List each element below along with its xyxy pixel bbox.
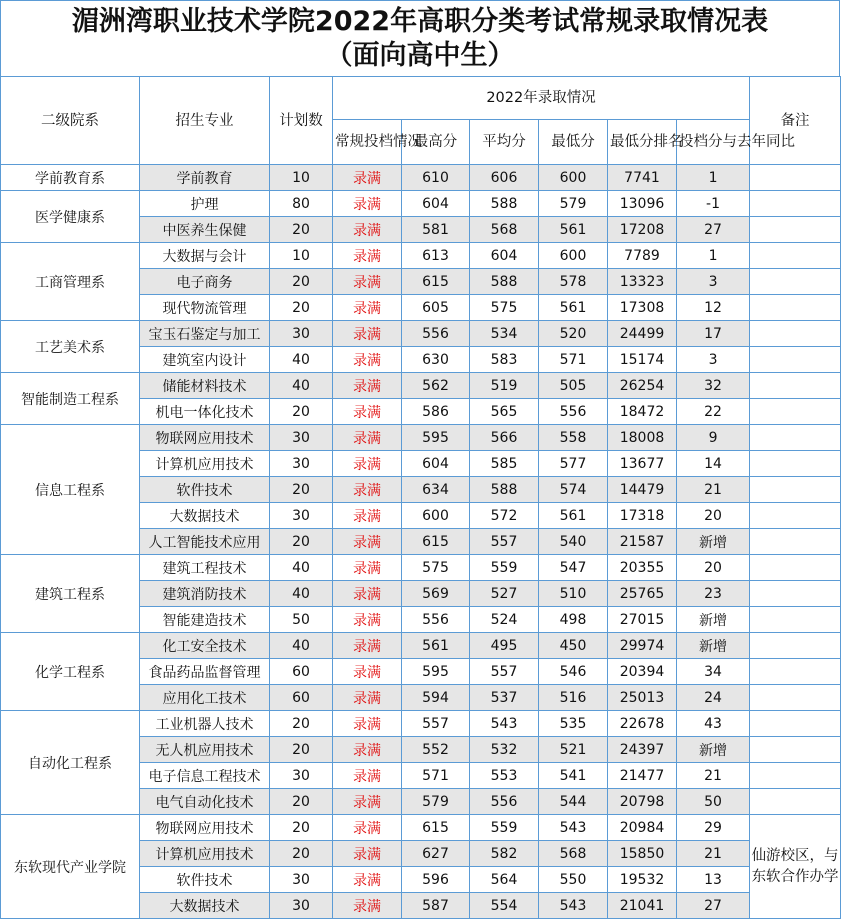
status-cell: 录满 <box>333 503 402 529</box>
note-cell <box>750 451 841 477</box>
header-group: 2022年录取情况 <box>333 77 750 120</box>
avg-cell: 564 <box>470 867 539 893</box>
max-cell: 627 <box>402 841 470 867</box>
plan-cell: 10 <box>270 165 333 191</box>
avg-cell: 543 <box>470 711 539 737</box>
title-line-1: 湄洲湾职业技术学院2022年高职分类考试常规录取情况表 <box>71 6 769 37</box>
avg-cell: 519 <box>470 373 539 399</box>
plan-cell: 20 <box>270 269 333 295</box>
yoy-cell: 12 <box>677 295 750 321</box>
status-cell: 录满 <box>333 217 402 243</box>
dept-cell: 工商管理系 <box>1 243 140 321</box>
min-cell: 510 <box>539 581 608 607</box>
yoy-cell: 20 <box>677 503 750 529</box>
min-cell: 543 <box>539 893 608 919</box>
status-cell: 录满 <box>333 347 402 373</box>
min-cell: 579 <box>539 191 608 217</box>
table-row <box>1 555 841 581</box>
status-cell: 录满 <box>333 451 402 477</box>
min-cell: 577 <box>539 451 608 477</box>
min-cell: 540 <box>539 529 608 555</box>
dept-cell: 学前教育系 <box>1 165 140 191</box>
status-cell: 录满 <box>333 711 402 737</box>
min-cell: 543 <box>539 815 608 841</box>
min-cell: 516 <box>539 685 608 711</box>
header-yoy: 投档分与去年同比 <box>677 120 750 165</box>
status-cell: 录满 <box>333 477 402 503</box>
yoy-cell: 1 <box>677 243 750 269</box>
yoy-cell: 21 <box>677 477 750 503</box>
table-row <box>1 711 841 737</box>
note-cell <box>750 399 841 425</box>
rank-cell: 20984 <box>608 815 677 841</box>
max-cell: 556 <box>402 321 470 347</box>
major-cell: 应用化工技术 <box>140 685 270 711</box>
dept-cell: 自动化工程系 <box>1 711 140 815</box>
status-cell: 录满 <box>333 555 402 581</box>
status-cell: 录满 <box>333 373 402 399</box>
yoy-cell: 13 <box>677 867 750 893</box>
plan-cell: 20 <box>270 477 333 503</box>
max-cell: 595 <box>402 425 470 451</box>
major-cell: 软件技术 <box>140 477 270 503</box>
rank-cell: 18008 <box>608 425 677 451</box>
min-cell: 521 <box>539 737 608 763</box>
status-cell: 录满 <box>333 841 402 867</box>
status-cell: 录满 <box>333 659 402 685</box>
yoy-cell: 29 <box>677 815 750 841</box>
note-cell <box>750 217 841 243</box>
rank-cell: 25013 <box>608 685 677 711</box>
table-row <box>1 165 841 191</box>
header-dept: 二级院系 <box>1 77 140 165</box>
status-cell: 录满 <box>333 893 402 919</box>
major-cell: 食品药品监督管理 <box>140 659 270 685</box>
max-cell: 586 <box>402 399 470 425</box>
rank-cell: 20355 <box>608 555 677 581</box>
document-title <box>0 0 840 76</box>
avg-cell: 556 <box>470 789 539 815</box>
yoy-cell: 新增 <box>677 633 750 659</box>
status-cell: 录满 <box>333 425 402 451</box>
rank-cell: 15174 <box>608 347 677 373</box>
plan-cell: 40 <box>270 373 333 399</box>
max-cell: 557 <box>402 711 470 737</box>
rank-cell: 27015 <box>608 607 677 633</box>
yoy-cell: 3 <box>677 269 750 295</box>
rank-cell: 13677 <box>608 451 677 477</box>
min-cell: 541 <box>539 763 608 789</box>
min-cell: 520 <box>539 321 608 347</box>
plan-cell: 30 <box>270 867 333 893</box>
max-cell: 613 <box>402 243 470 269</box>
rank-cell: 22678 <box>608 711 677 737</box>
avg-cell: 557 <box>470 529 539 555</box>
rank-cell: 24499 <box>608 321 677 347</box>
max-cell: 587 <box>402 893 470 919</box>
plan-cell: 80 <box>270 191 333 217</box>
yoy-cell: 27 <box>677 893 750 919</box>
max-cell: 604 <box>402 451 470 477</box>
status-cell: 录满 <box>333 243 402 269</box>
avg-cell: 585 <box>470 451 539 477</box>
avg-cell: 559 <box>470 555 539 581</box>
max-cell: 615 <box>402 529 470 555</box>
max-cell: 579 <box>402 789 470 815</box>
plan-cell: 20 <box>270 841 333 867</box>
dept-cell: 东软现代产业学院 <box>1 815 140 919</box>
table-row <box>1 373 841 399</box>
dept-cell: 信息工程系 <box>1 425 140 555</box>
max-cell: 604 <box>402 191 470 217</box>
avg-cell: 566 <box>470 425 539 451</box>
note-cell: 仙游校区，与东软合作办学 <box>750 815 841 919</box>
major-cell: 储能材料技术 <box>140 373 270 399</box>
plan-cell: 40 <box>270 347 333 373</box>
rank-cell: 25765 <box>608 581 677 607</box>
rank-cell: 24397 <box>608 737 677 763</box>
dept-cell: 化学工程系 <box>1 633 140 711</box>
plan-cell: 40 <box>270 581 333 607</box>
major-cell: 工业机器人技术 <box>140 711 270 737</box>
status-cell: 录满 <box>333 165 402 191</box>
rank-cell: 15850 <box>608 841 677 867</box>
yoy-cell: 17 <box>677 321 750 347</box>
max-cell: 594 <box>402 685 470 711</box>
note-cell <box>750 269 841 295</box>
major-cell: 建筑室内设计 <box>140 347 270 373</box>
yoy-cell: 22 <box>677 399 750 425</box>
yoy-cell: 14 <box>677 451 750 477</box>
yoy-cell: 43 <box>677 711 750 737</box>
rank-cell: 20394 <box>608 659 677 685</box>
yoy-cell: 34 <box>677 659 750 685</box>
status-cell: 录满 <box>333 581 402 607</box>
header-status: 常规投档情况 <box>333 120 402 165</box>
dept-cell: 医学健康系 <box>1 191 140 243</box>
note-cell <box>750 633 841 659</box>
status-cell: 录满 <box>333 191 402 217</box>
rank-cell: 13096 <box>608 191 677 217</box>
major-cell: 人工智能技术应用 <box>140 529 270 555</box>
avg-cell: 557 <box>470 659 539 685</box>
major-cell: 宝玉石鉴定与加工 <box>140 321 270 347</box>
max-cell: 634 <box>402 477 470 503</box>
min-cell: 578 <box>539 269 608 295</box>
min-cell: 535 <box>539 711 608 737</box>
plan-cell: 20 <box>270 399 333 425</box>
major-cell: 物联网应用技术 <box>140 815 270 841</box>
yoy-cell: 23 <box>677 581 750 607</box>
plan-cell: 60 <box>270 685 333 711</box>
plan-cell: 20 <box>270 815 333 841</box>
rank-cell: 26254 <box>608 373 677 399</box>
yoy-cell: 9 <box>677 425 750 451</box>
min-cell: 556 <box>539 399 608 425</box>
note-cell <box>750 295 841 321</box>
note-cell <box>750 373 841 399</box>
avg-cell: 534 <box>470 321 539 347</box>
table-row <box>1 191 841 217</box>
yoy-cell: 24 <box>677 685 750 711</box>
note-cell <box>750 607 841 633</box>
admission-table <box>0 76 841 919</box>
table-row <box>1 425 841 451</box>
title-line-2: （面向高中生） <box>325 40 515 71</box>
plan-cell: 30 <box>270 321 333 347</box>
max-cell: 552 <box>402 737 470 763</box>
yoy-cell: 32 <box>677 373 750 399</box>
status-cell: 录满 <box>333 815 402 841</box>
max-cell: 615 <box>402 815 470 841</box>
header-avg: 平均分 <box>470 120 539 165</box>
plan-cell: 20 <box>270 217 333 243</box>
max-cell: 610 <box>402 165 470 191</box>
rank-cell: 21587 <box>608 529 677 555</box>
major-cell: 无人机应用技术 <box>140 737 270 763</box>
note-cell <box>750 711 841 737</box>
min-cell: 450 <box>539 633 608 659</box>
min-cell: 574 <box>539 477 608 503</box>
yoy-cell: 3 <box>677 347 750 373</box>
yoy-cell: 新增 <box>677 529 750 555</box>
rank-cell: 18472 <box>608 399 677 425</box>
rank-cell: 7741 <box>608 165 677 191</box>
status-cell: 录满 <box>333 269 402 295</box>
min-cell: 561 <box>539 295 608 321</box>
avg-cell: 524 <box>470 607 539 633</box>
rank-cell: 17318 <box>608 503 677 529</box>
max-cell: 615 <box>402 269 470 295</box>
max-cell: 596 <box>402 867 470 893</box>
rank-cell: 20798 <box>608 789 677 815</box>
min-cell: 544 <box>539 789 608 815</box>
note-cell <box>750 477 841 503</box>
plan-cell: 30 <box>270 893 333 919</box>
min-cell: 571 <box>539 347 608 373</box>
avg-cell: 588 <box>470 477 539 503</box>
plan-cell: 40 <box>270 633 333 659</box>
plan-cell: 60 <box>270 659 333 685</box>
major-cell: 护理 <box>140 191 270 217</box>
rank-cell: 21041 <box>608 893 677 919</box>
yoy-cell: 50 <box>677 789 750 815</box>
plan-cell: 20 <box>270 711 333 737</box>
table-row <box>1 243 841 269</box>
header-min: 最低分 <box>539 120 608 165</box>
major-cell: 电气自动化技术 <box>140 789 270 815</box>
plan-cell: 30 <box>270 763 333 789</box>
major-cell: 现代物流管理 <box>140 295 270 321</box>
note-cell <box>750 243 841 269</box>
plan-cell: 10 <box>270 243 333 269</box>
note-cell <box>750 763 841 789</box>
avg-cell: 559 <box>470 815 539 841</box>
max-cell: 571 <box>402 763 470 789</box>
status-cell: 录满 <box>333 321 402 347</box>
rank-cell: 17208 <box>608 217 677 243</box>
major-cell: 建筑工程技术 <box>140 555 270 581</box>
plan-cell: 30 <box>270 451 333 477</box>
major-cell: 电子信息工程技术 <box>140 763 270 789</box>
major-cell: 学前教育 <box>140 165 270 191</box>
min-cell: 498 <box>539 607 608 633</box>
min-cell: 550 <box>539 867 608 893</box>
min-cell: 561 <box>539 503 608 529</box>
major-cell: 电子商务 <box>140 269 270 295</box>
avg-cell: 572 <box>470 503 539 529</box>
avg-cell: 575 <box>470 295 539 321</box>
avg-cell: 565 <box>470 399 539 425</box>
avg-cell: 606 <box>470 165 539 191</box>
dept-cell: 智能制造工程系 <box>1 373 140 425</box>
yoy-cell: 新增 <box>677 607 750 633</box>
yoy-cell: 21 <box>677 763 750 789</box>
min-cell: 561 <box>539 217 608 243</box>
table-row <box>1 321 841 347</box>
status-cell: 录满 <box>333 295 402 321</box>
min-cell: 505 <box>539 373 608 399</box>
plan-cell: 20 <box>270 295 333 321</box>
avg-cell: 554 <box>470 893 539 919</box>
avg-cell: 582 <box>470 841 539 867</box>
status-cell: 录满 <box>333 867 402 893</box>
note-cell <box>750 191 841 217</box>
max-cell: 556 <box>402 607 470 633</box>
major-cell: 中医养生保健 <box>140 217 270 243</box>
major-cell: 大数据技术 <box>140 503 270 529</box>
header-max: 最高分 <box>402 120 470 165</box>
rank-cell: 19532 <box>608 867 677 893</box>
yoy-cell: 27 <box>677 217 750 243</box>
avg-cell: 583 <box>470 347 539 373</box>
note-cell <box>750 581 841 607</box>
major-cell: 智能建造技术 <box>140 607 270 633</box>
major-cell: 化工安全技术 <box>140 633 270 659</box>
avg-cell: 553 <box>470 763 539 789</box>
yoy-cell: 新增 <box>677 737 750 763</box>
note-cell <box>750 737 841 763</box>
table-row <box>1 633 841 659</box>
note-cell <box>750 425 841 451</box>
dept-cell: 建筑工程系 <box>1 555 140 633</box>
plan-cell: 40 <box>270 555 333 581</box>
rank-cell: 14479 <box>608 477 677 503</box>
max-cell: 561 <box>402 633 470 659</box>
header-note: 备注 <box>750 77 841 165</box>
major-cell: 计算机应用技术 <box>140 451 270 477</box>
status-cell: 录满 <box>333 763 402 789</box>
status-cell: 录满 <box>333 633 402 659</box>
note-cell <box>750 529 841 555</box>
avg-cell: 588 <box>470 191 539 217</box>
status-cell: 录满 <box>333 737 402 763</box>
rank-cell: 7789 <box>608 243 677 269</box>
note-cell <box>750 503 841 529</box>
max-cell: 581 <box>402 217 470 243</box>
max-cell: 605 <box>402 295 470 321</box>
note-cell <box>750 789 841 815</box>
major-cell: 大数据与会计 <box>140 243 270 269</box>
min-cell: 600 <box>539 243 608 269</box>
min-cell: 600 <box>539 165 608 191</box>
max-cell: 569 <box>402 581 470 607</box>
max-cell: 595 <box>402 659 470 685</box>
note-cell <box>750 685 841 711</box>
note-cell <box>750 165 841 191</box>
plan-cell: 30 <box>270 425 333 451</box>
avg-cell: 537 <box>470 685 539 711</box>
header-major: 招生专业 <box>140 77 270 165</box>
yoy-cell: 21 <box>677 841 750 867</box>
max-cell: 600 <box>402 503 470 529</box>
major-cell: 建筑消防技术 <box>140 581 270 607</box>
max-cell: 630 <box>402 347 470 373</box>
yoy-cell: 1 <box>677 165 750 191</box>
min-cell: 558 <box>539 425 608 451</box>
min-cell: 546 <box>539 659 608 685</box>
major-cell: 软件技术 <box>140 867 270 893</box>
avg-cell: 532 <box>470 737 539 763</box>
rank-cell: 21477 <box>608 763 677 789</box>
max-cell: 575 <box>402 555 470 581</box>
table-row <box>1 815 841 841</box>
major-cell: 计算机应用技术 <box>140 841 270 867</box>
status-cell: 录满 <box>333 685 402 711</box>
major-cell: 机电一体化技术 <box>140 399 270 425</box>
avg-cell: 495 <box>470 633 539 659</box>
status-cell: 录满 <box>333 607 402 633</box>
rank-cell: 13323 <box>608 269 677 295</box>
rank-cell: 17308 <box>608 295 677 321</box>
max-cell: 562 <box>402 373 470 399</box>
status-cell: 录满 <box>333 789 402 815</box>
header-rank: 最低分排名 <box>608 120 677 165</box>
note-cell <box>750 555 841 581</box>
header-plan: 计划数 <box>270 77 333 165</box>
note-cell <box>750 321 841 347</box>
plan-cell: 20 <box>270 529 333 555</box>
avg-cell: 527 <box>470 581 539 607</box>
avg-cell: 568 <box>470 217 539 243</box>
plan-cell: 50 <box>270 607 333 633</box>
plan-cell: 20 <box>270 789 333 815</box>
yoy-cell: 20 <box>677 555 750 581</box>
min-cell: 547 <box>539 555 608 581</box>
status-cell: 录满 <box>333 529 402 555</box>
note-cell <box>750 347 841 373</box>
major-cell: 物联网应用技术 <box>140 425 270 451</box>
status-cell: 录满 <box>333 399 402 425</box>
plan-cell: 20 <box>270 737 333 763</box>
yoy-cell: -1 <box>677 191 750 217</box>
major-cell: 大数据技术 <box>140 893 270 919</box>
min-cell: 568 <box>539 841 608 867</box>
plan-cell: 30 <box>270 503 333 529</box>
rank-cell: 29974 <box>608 633 677 659</box>
table-body <box>1 165 841 919</box>
dept-cell: 工艺美术系 <box>1 321 140 373</box>
avg-cell: 604 <box>470 243 539 269</box>
note-cell <box>750 659 841 685</box>
avg-cell: 588 <box>470 269 539 295</box>
